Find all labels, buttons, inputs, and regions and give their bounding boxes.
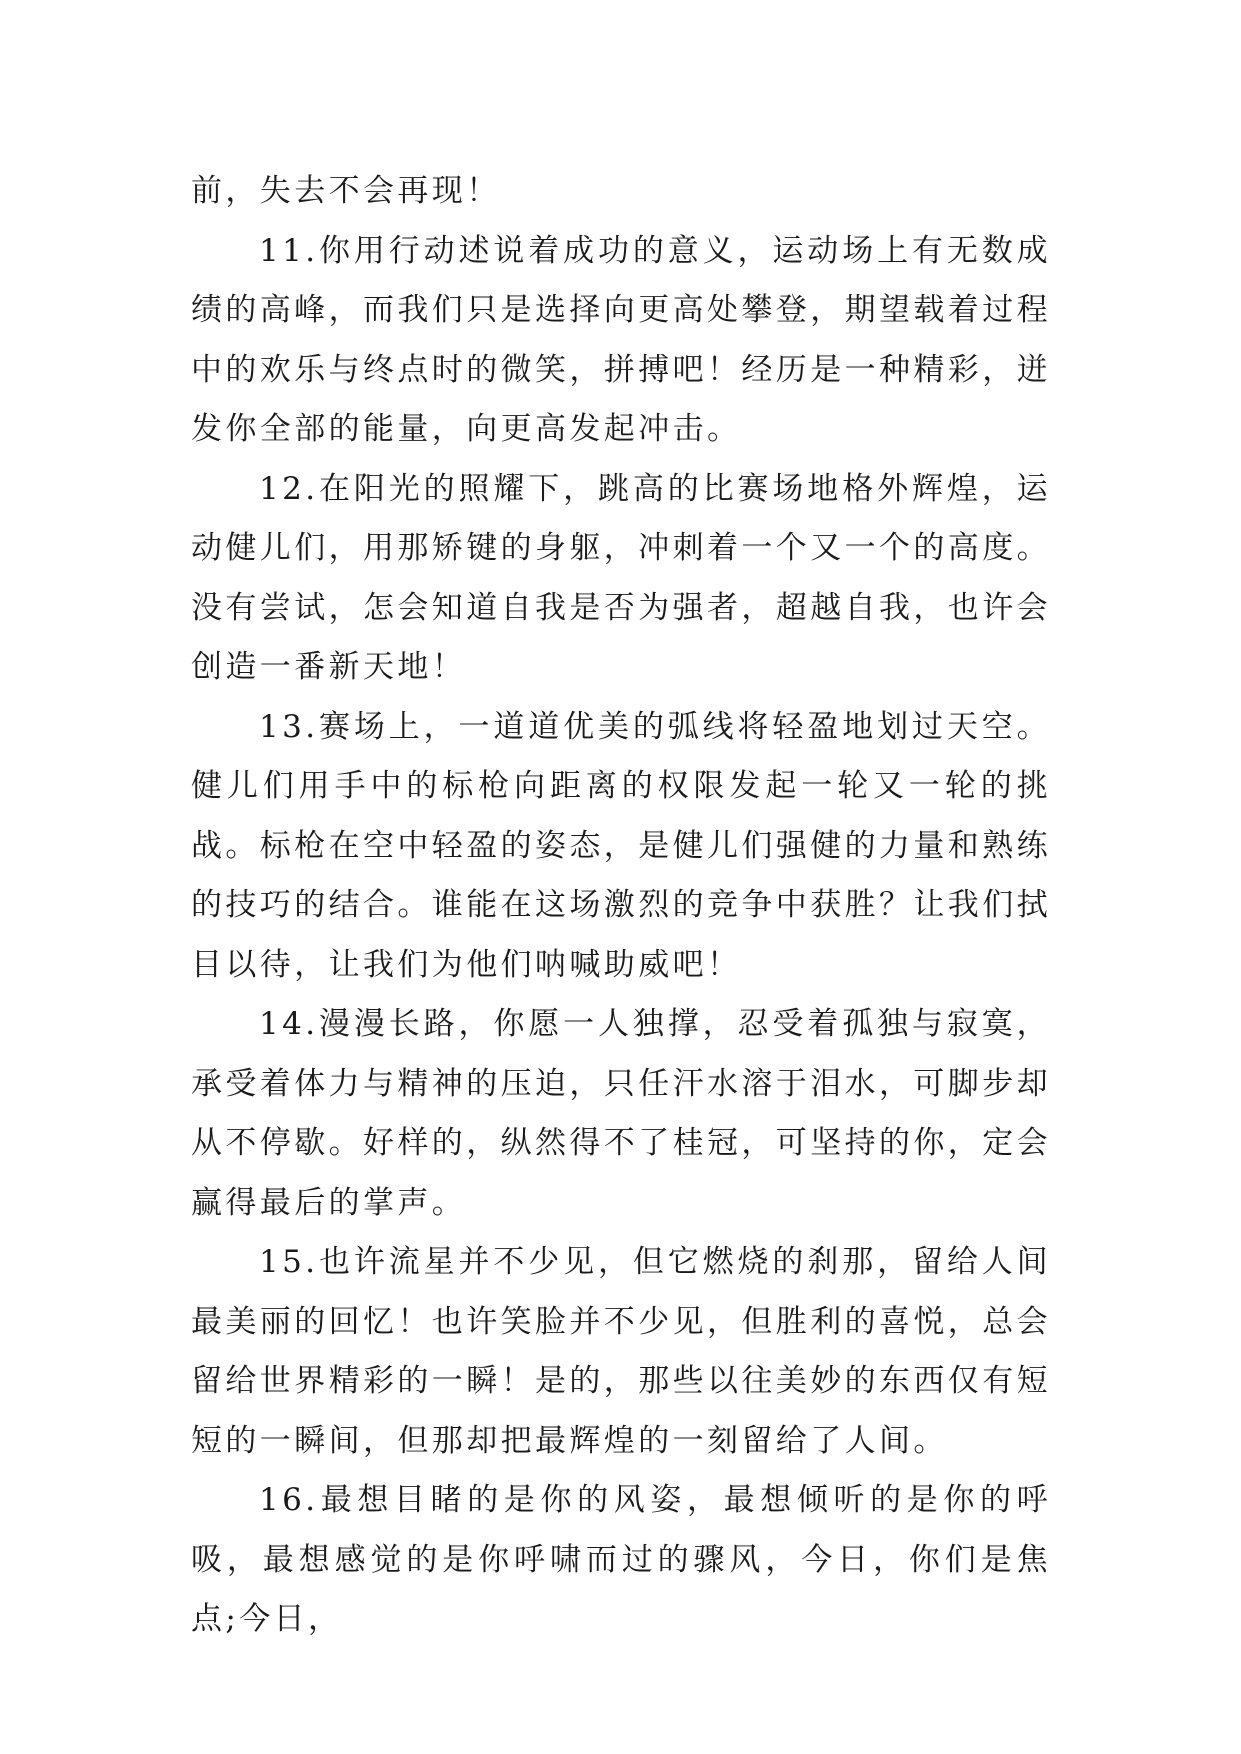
paragraph-13: 13.赛场上，一道道优美的弧线将轻盈地划过天空。健儿们用手中的标枪向距离的权限发起一轮又一轮的挑战。标枪在空中轻盈的姿态，是健儿们强健的力量和熟练的技巧的结合。谁能在这场激烈的竞争中获胜？让我们拭目以待，让我们为他们呐喊助威吧！ xyxy=(191,708,1051,983)
paragraph-14: 14.漫漫长路，你愿一人独撑，忍受着孤独与寂寞，承受着体力与精神的压迫，只任汗水溶于泪水，可脚步却从不停歇。好样的，纵然得不了桂冠，可坚持的你，定会赢得最后的掌声。 xyxy=(191,1006,1051,1221)
document-body xyxy=(191,162,1051,1650)
paragraph-12: 12.在阳光的照耀下，跳高的比赛场地格外辉煌，运动健儿们，用那矫键的身躯，冲刺着一个又一个的高度。没有尝试，怎会知道自我是否为强者，超越自我，也许会创造一番新天地！ xyxy=(191,470,1051,685)
paragraph-16: 16.最想目睹的是你的风姿，最想倾听的是你的呼吸，最想感觉的是你呼啸而过的骤风，今日，你们是焦点;今日， xyxy=(191,1482,1051,1637)
paragraph-15: 15.也许流星并不少见，但它燃烧的刹那，留给人间最美丽的回忆！也许笑脸并不少见，但胜利的喜悦，总会留给世界精彩的一瞬！是的，那些以往美妙的东西仅有短短的一瞬间，但那却把最辉煌的一刻留给了人间。 xyxy=(191,1244,1051,1459)
paragraph-11: 11.你用行动述说着成功的意义，运动场上有无数成绩的高峰，而我们只是选择向更高处攀登，期望载着过程中的欢乐与终点时的微笑，拼搏吧！经历是一种精彩，迸发你全部的能量，向更高发起冲击。 xyxy=(191,232,1051,447)
paragraph-continuation: 前，失去不会再现！ xyxy=(191,173,501,209)
